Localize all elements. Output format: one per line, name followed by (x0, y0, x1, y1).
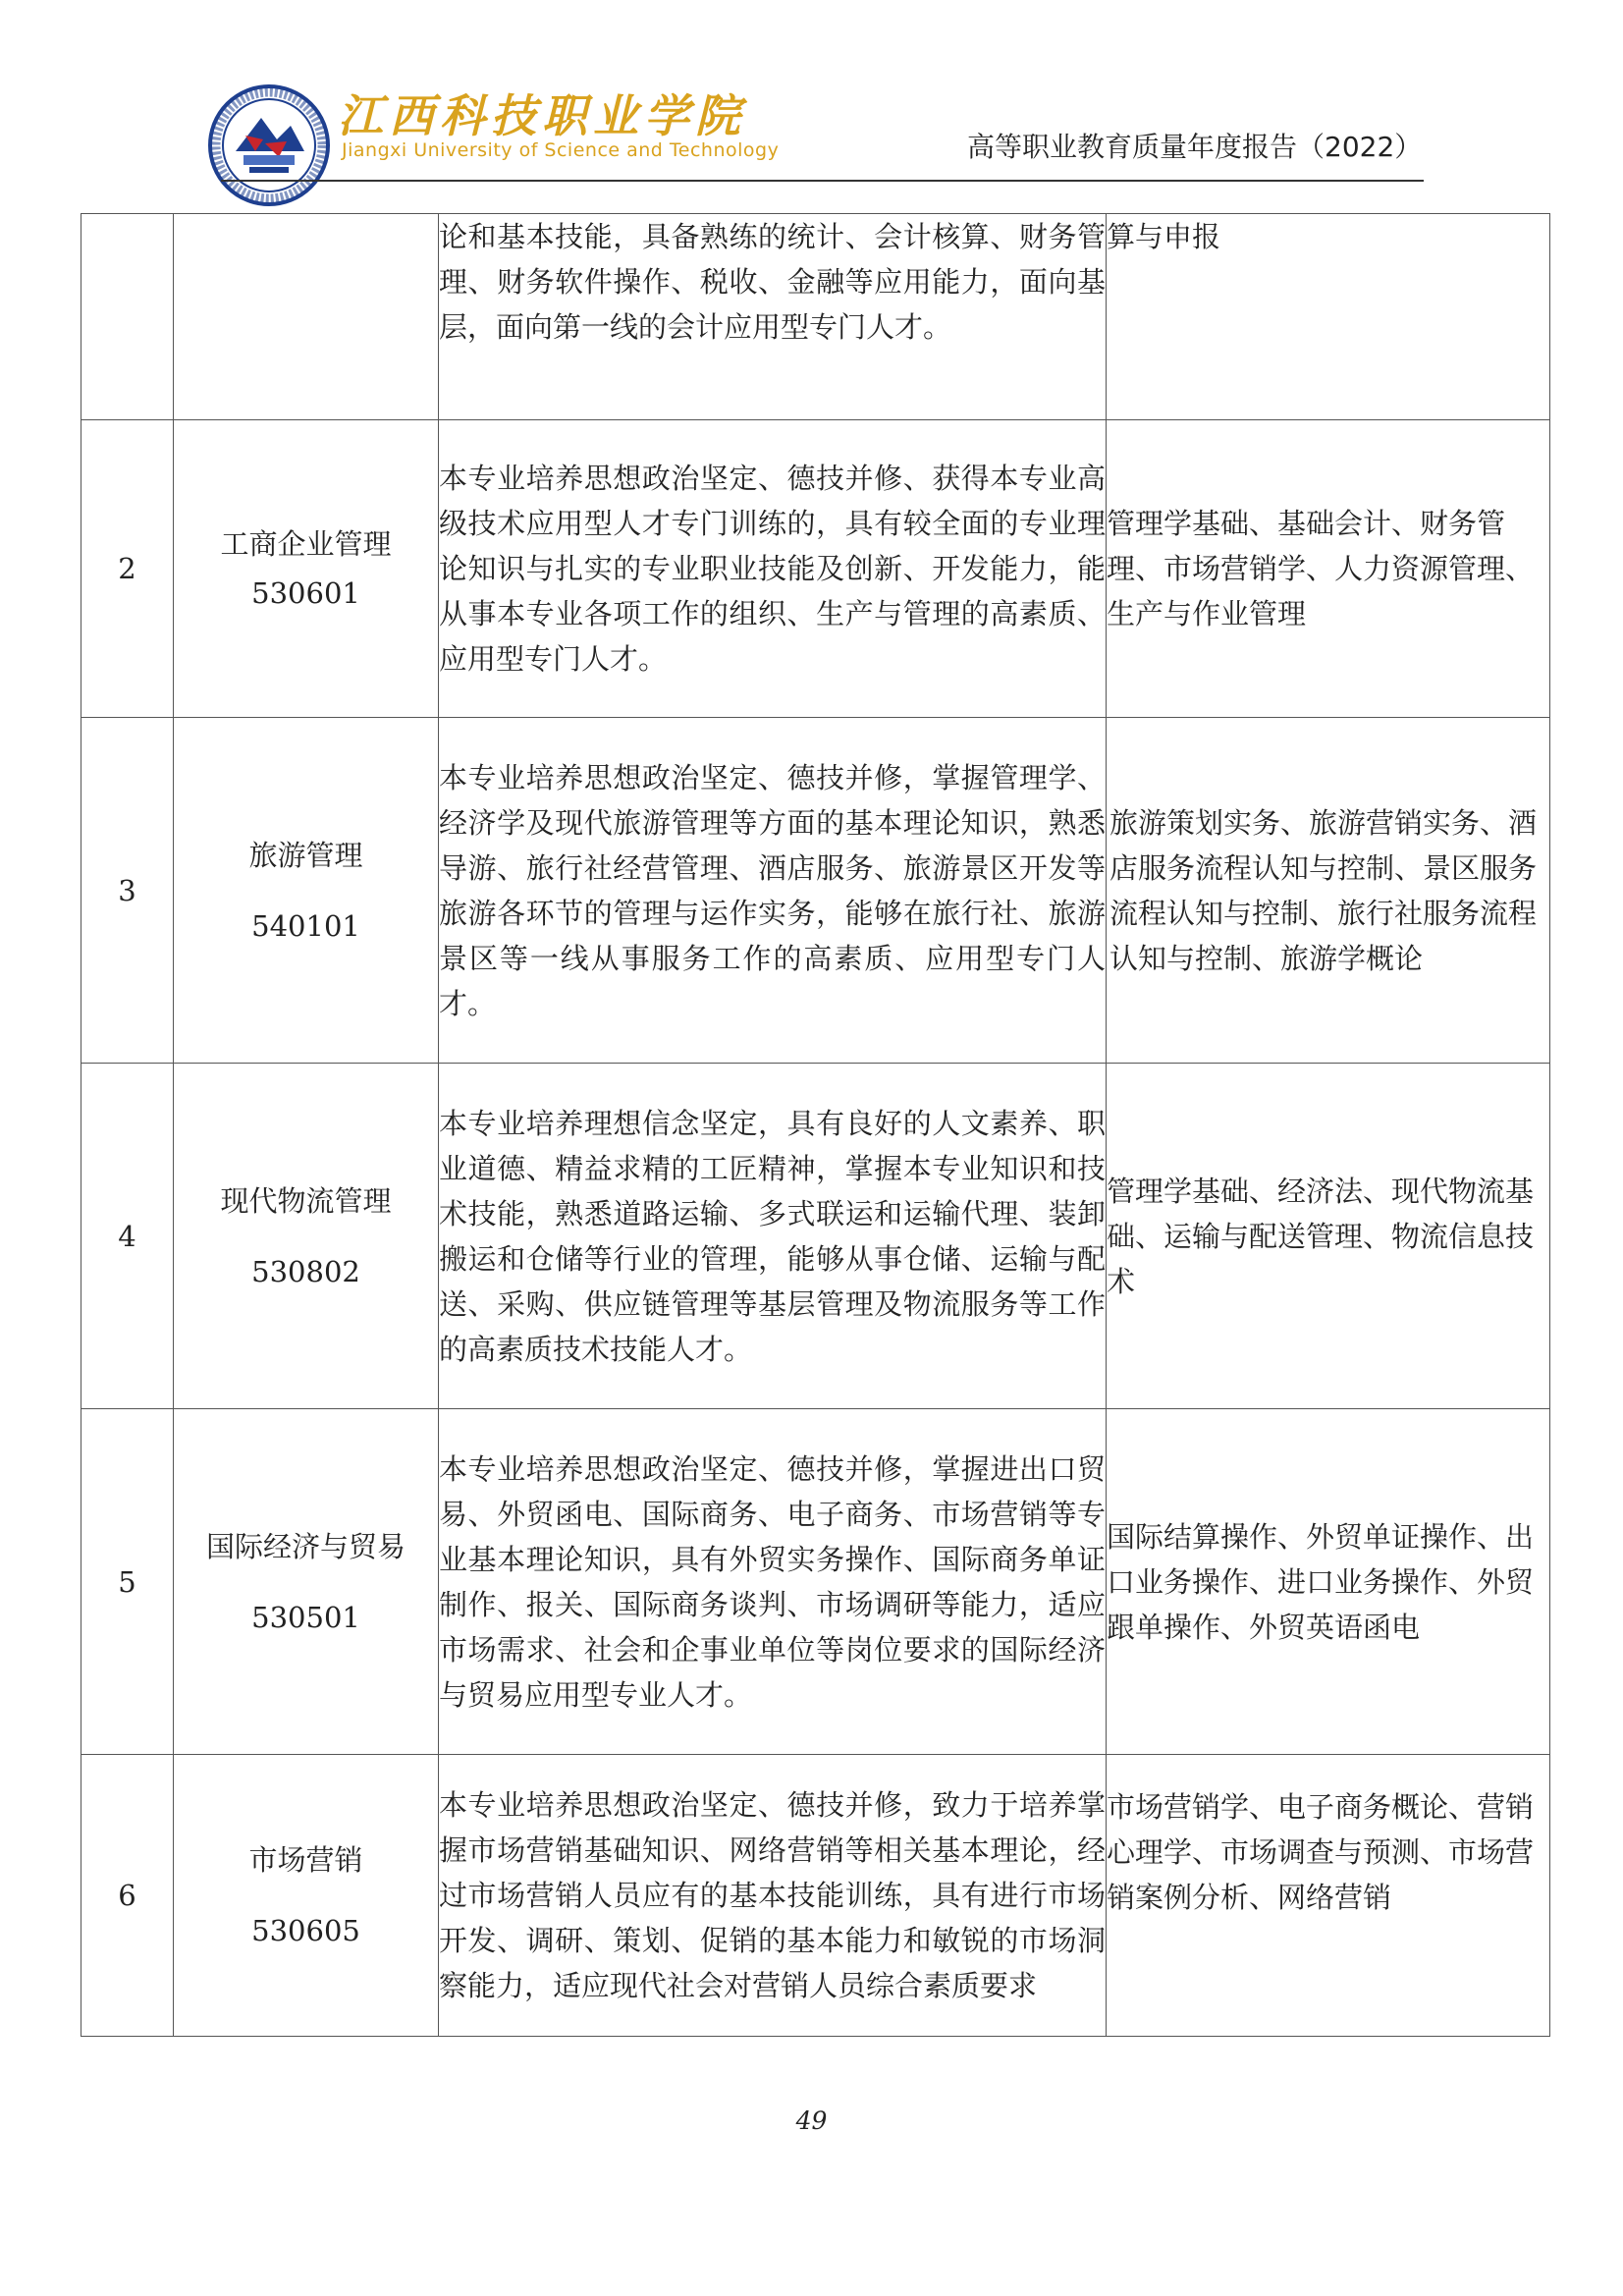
training-objective: 本专业培养思想政治坚定、德技并修，致力于培养掌握市场营销基础知识、网络营销等相关基本理论，经过市场营销人员应有的基本技能训练，具有进行市场开发、调研、策划、促销的基本能力和敏锐的市场洞察能力，适应现代社会对营销人员综合素质要求 (439, 1755, 1107, 2037)
university-name-en: Jiangxi University of Science and Technology (342, 139, 780, 161)
major-code: 530501 (251, 1600, 360, 1634)
core-courses: 国际结算操作、外贸单证操作、出口业务操作、进口业务操作、外贸跟单操作、外贸英语函电 (1107, 1409, 1550, 1755)
major-cell (174, 1755, 439, 2037)
core-courses: 旅游策划实务、旅游营销实务、酒店服务流程认知与控制、景区服务流程认知与控制、旅行社服务流程认知与控制、旅游学概论 (1107, 718, 1550, 1064)
university-name-cn: 江西科技职业学院 (338, 89, 746, 142)
row-index: 4 (81, 1064, 174, 1409)
core-courses: 市场营销学、电子商务概论、营销心理学、市场调查与预测、市场营销案例分析、网络营销 (1107, 1755, 1550, 2037)
training-objective: 本专业培养思想政治坚定、德技并修，掌握管理学、经济学及现代旅游管理等方面的基本理论知识，熟悉导游、旅行社经营管理、酒店服务、旅游景区开发等旅游各环节的管理与运作实务，能够在旅行社、旅游景区等一线从事服务工作的高素质、应用型专门人才。 (439, 718, 1107, 1064)
page-header (0, 0, 1623, 196)
major-code: 530802 (251, 1254, 360, 1288)
page-number: 49 (795, 2106, 828, 2135)
table-row (81, 1409, 1550, 1755)
major-cell (174, 1064, 439, 1409)
major-name: 旅游管理 (248, 838, 363, 872)
row-index: 6 (81, 1755, 174, 2037)
report-title: 高等职业教育质量年度报告（2022） (967, 131, 1423, 163)
row-index: 5 (81, 1409, 174, 1755)
majors-table (81, 213, 1550, 2037)
table-row (81, 718, 1550, 1064)
core-courses: 管理学基础、基础会计、财务管理、市场营销学、人力资源管理、生产与作业管理 (1107, 420, 1550, 718)
major-cell (174, 718, 439, 1064)
major-name: 国际经济与贸易 (205, 1529, 406, 1563)
table-row (81, 1755, 1550, 2037)
major-name: 工商企业管理 (220, 527, 392, 561)
core-courses: 管理学基础、经济法、现代物流基础、运输与配送管理、物流信息技术 (1107, 1064, 1550, 1409)
training-objective: 论和基本技能，具备熟练的统计、会计核算、财务管理、财务软件操作、税收、金融等应用能力，面向基层，面向第一线的会计应用型专门人才。 (439, 214, 1107, 420)
training-objective: 本专业培养理想信念坚定，具有良好的人文素养、职业道德、精益求精的工匠精神，掌握本专业知识和技术技能，熟悉道路运输、多式联运和运输代理、装卸搬运和仓储等行业的管理，能够从事仓储、运输与配送、采购、供应链管理等基层管理及物流服务等工作的高素质技术技能人才。 (439, 1064, 1107, 1409)
row-index: 2 (81, 420, 174, 718)
table-row (81, 420, 1550, 718)
major-code: 540101 (251, 908, 360, 943)
university-seal-icon (206, 82, 332, 208)
major-cell (174, 1409, 439, 1755)
header-divider (221, 180, 1424, 182)
row-index: 3 (81, 718, 174, 1064)
major-name: 市场营销 (248, 1843, 363, 1877)
core-courses: 算与申报 (1107, 214, 1550, 420)
row-index (81, 214, 174, 420)
major-name: 现代物流管理 (220, 1183, 392, 1218)
table-row (81, 1064, 1550, 1409)
training-objective: 本专业培养思想政治坚定、德技并修、获得本专业高级技术应用型人才专门训练的，具有较全面的专业理论知识与扎实的专业职业技能及创新、开发能力，能从事本专业各项工作的组织、生产与管理的高素质、应用型专门人才。 (439, 420, 1107, 718)
major-code: 530605 (251, 1914, 360, 1947)
major-cell (174, 214, 439, 420)
table-row (81, 214, 1550, 420)
major-code: 530601 (251, 576, 360, 610)
major-cell (174, 420, 439, 718)
training-objective: 本专业培养思想政治坚定、德技并修，掌握进出口贸易、外贸函电、国际商务、电子商务、市场营销等专业基本理论知识，具有外贸实务操作、国际商务单证制作、报关、国际商务谈判、市场调研等能力，适应市场需求、社会和企事业单位等岗位要求的国际经济与贸易应用型专业人才。 (439, 1409, 1107, 1755)
